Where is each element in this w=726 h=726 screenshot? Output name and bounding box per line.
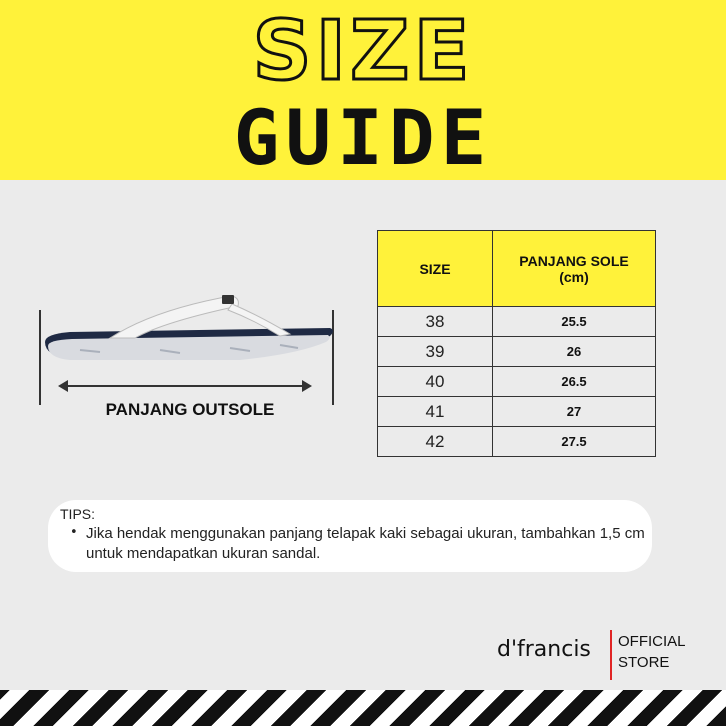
sole-cell: 25.5 [493,307,656,337]
size-cell: 38 [378,307,493,337]
outsole-label: PANJANG OUTSOLE [105,400,275,419]
table-row [378,427,656,457]
flip-flop-sandal-icon [40,290,340,370]
header-sole-label: PANJANG SOLE [519,252,629,269]
hazard-stripe-footer [0,690,726,726]
sole-cell: 27 [493,397,656,427]
bullet-icon: • [70,525,78,540]
header-sole-unit: (cm) [559,268,589,285]
size-table [377,230,656,457]
header-sole-length [493,231,656,307]
tips-title: TIPS: [60,506,96,522]
brand-logo: d'francis [497,637,591,662]
sole-cell: 26 [493,337,656,367]
size-cell: 41 [378,397,493,427]
title-size: SIZE [252,4,474,99]
brand-divider [610,630,612,680]
store-line-2: STORE [618,654,670,671]
header-banner [0,0,726,180]
table-row [378,337,656,367]
table-row [378,307,656,337]
measure-arrow [60,385,310,387]
size-cell: 39 [378,337,493,367]
header-size: SIZE [378,231,493,307]
sole-cell: 26.5 [493,367,656,397]
table-row [378,367,656,397]
title-guide: GUIDE [233,93,493,182]
store-line-1: OFFICIAL [618,633,686,650]
table-header-row [378,231,656,307]
size-cell: 40 [378,367,493,397]
sole-cell: 27.5 [493,427,656,457]
official-store-label [618,631,686,673]
tips-box [48,500,652,572]
table-row [378,397,656,427]
size-cell: 42 [378,427,493,457]
tips-text: Jika hendak menggunakan panjang telapak kaki sebagai ukuran, tambahkan 1,5 cm untuk mendapatkan ukuran sandal. [86,525,645,562]
